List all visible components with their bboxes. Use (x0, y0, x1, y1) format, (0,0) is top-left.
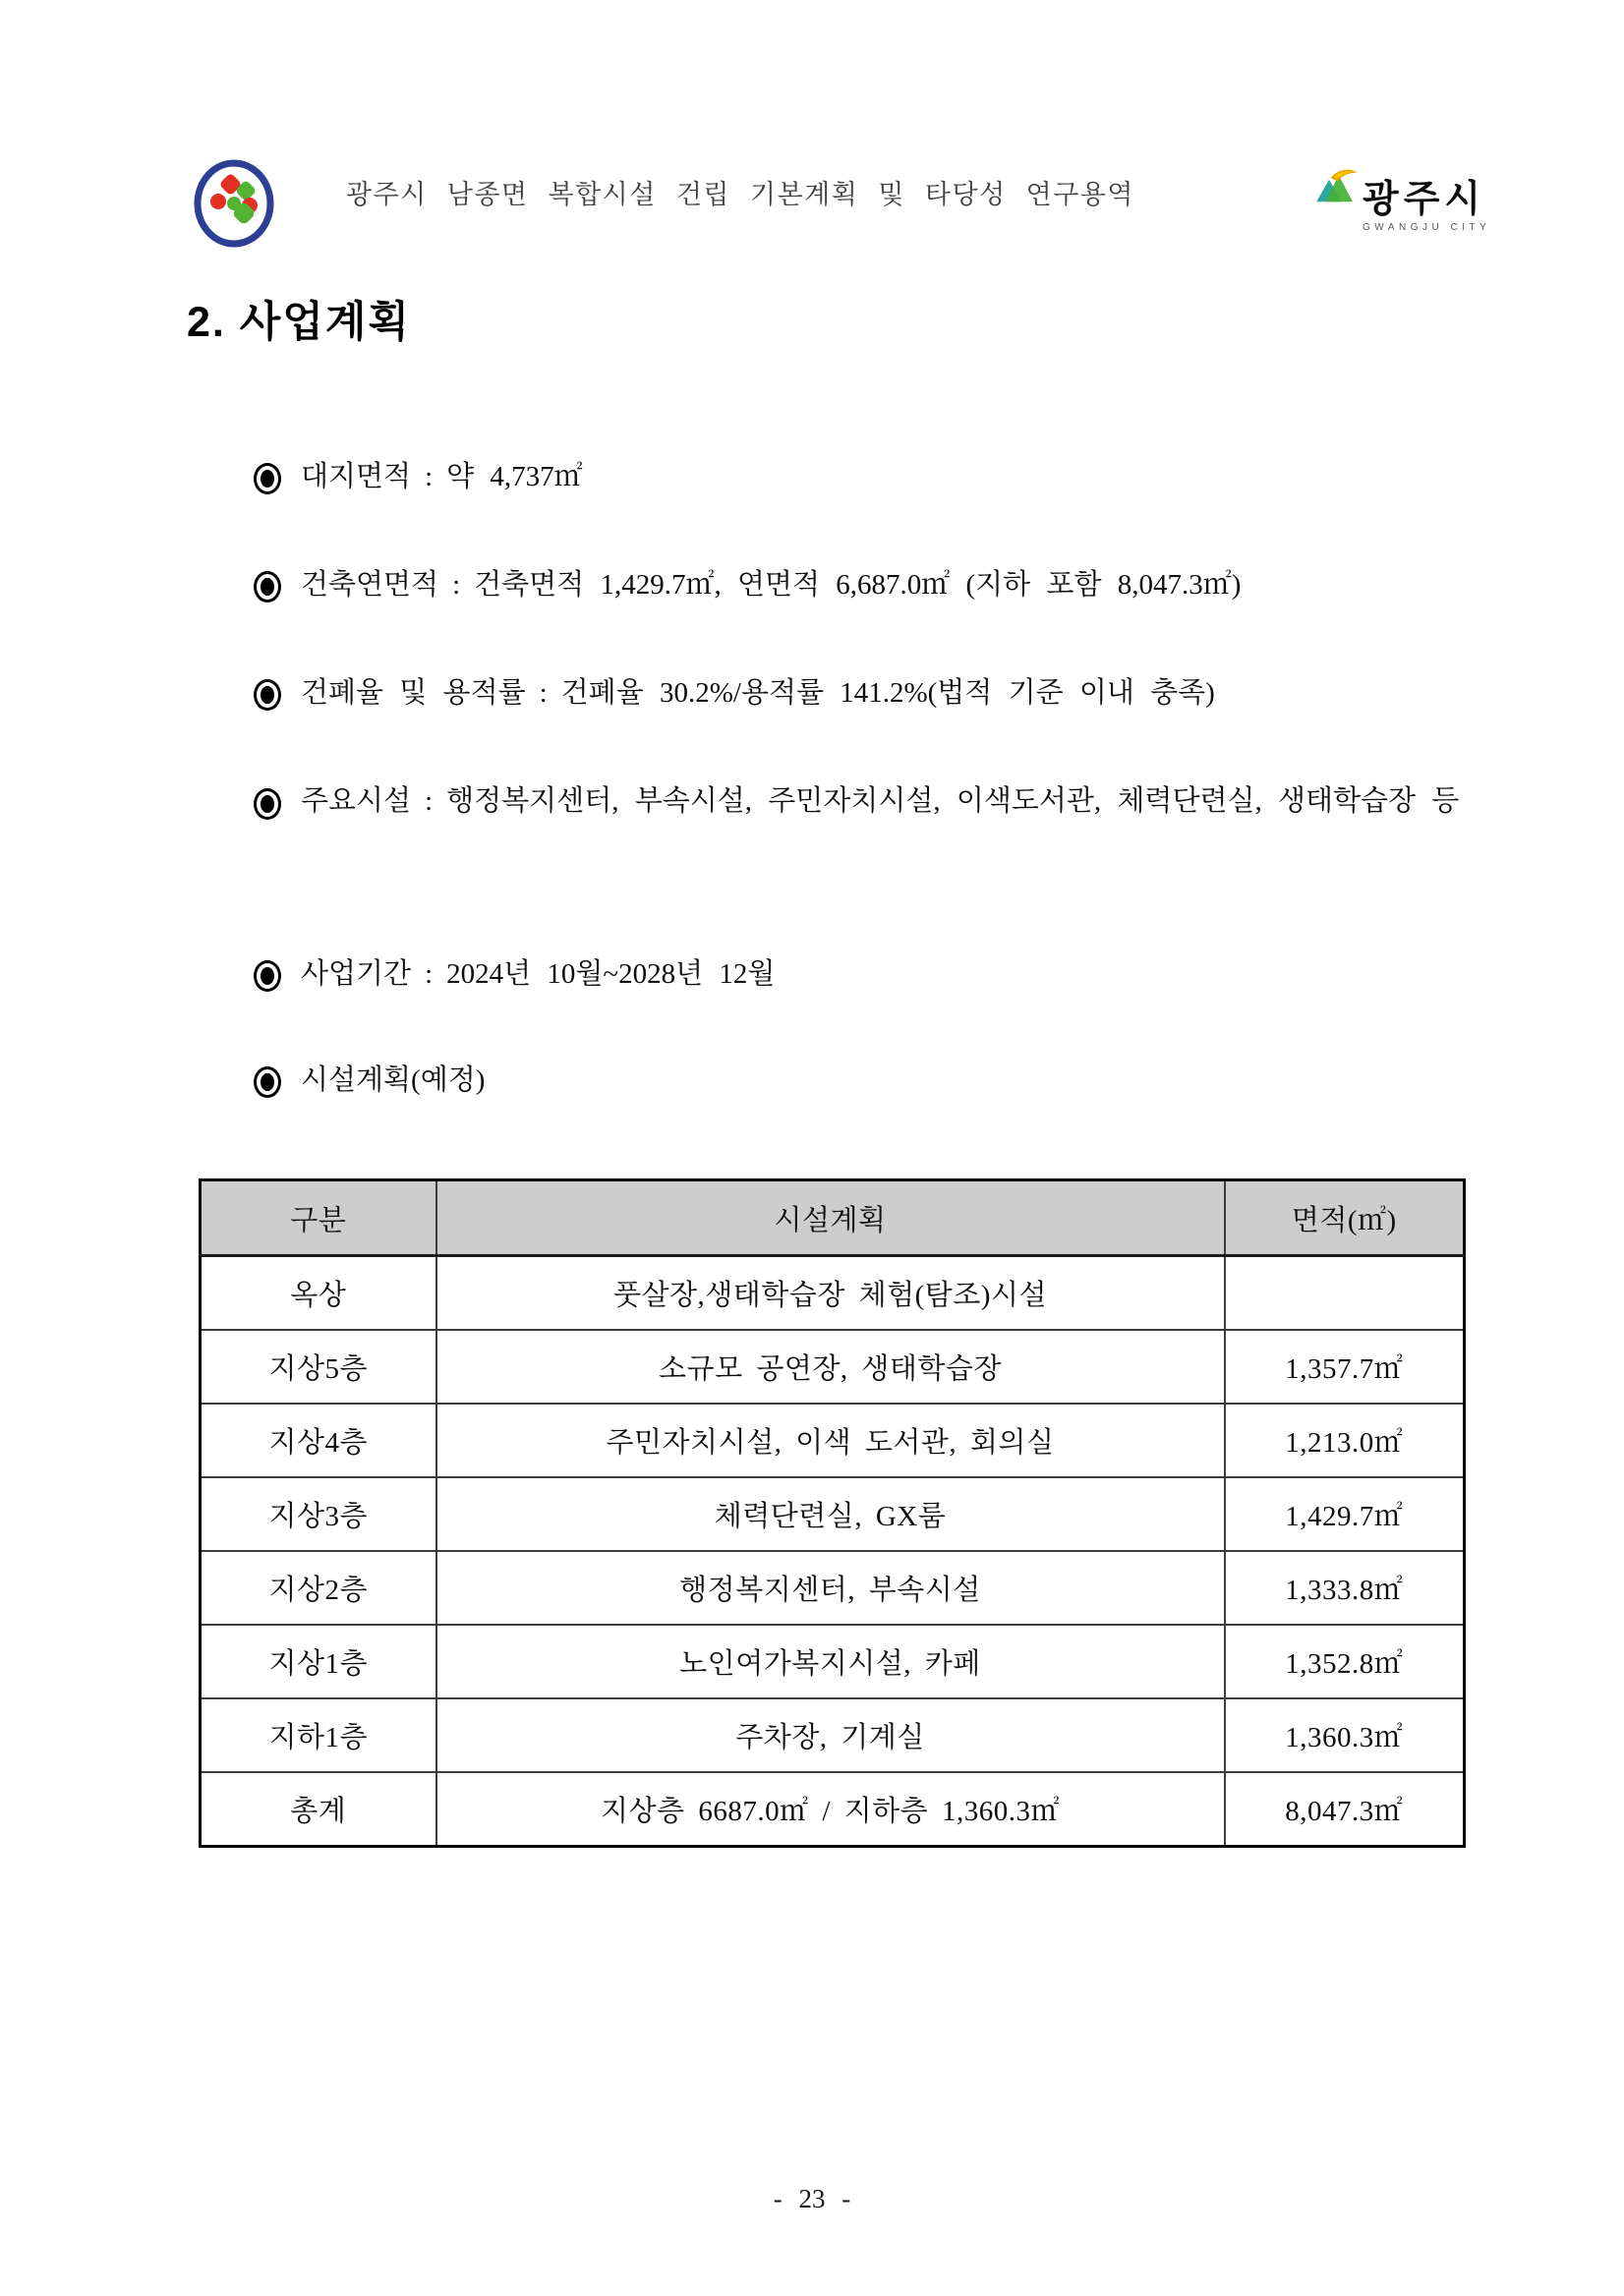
table-cell: 1,357.7㎡ (1225, 1330, 1465, 1404)
city-logo-text (1363, 181, 1490, 233)
table-cell: 지하1층 (201, 1698, 436, 1772)
bullet-icon (254, 571, 281, 603)
table-header-area: 면적(㎡) (1225, 1180, 1465, 1256)
table-header-category: 구분 (201, 1180, 436, 1256)
bullet-value: 행정복지센터, 부속시설, 주민자치시설, 이색도서관, 체력단련실, 생태학습장 등 (446, 785, 1460, 817)
table-row-floor1 (201, 1625, 1465, 1698)
table-row-floor4 (201, 1404, 1465, 1477)
bullet-label: 시설계획(예정) (301, 1064, 486, 1096)
table-cell: 1,352.8㎡ (1225, 1625, 1465, 1698)
table-cell: 소규모 공연장, 생태학습장 (436, 1330, 1225, 1404)
bullet-colon: : (425, 461, 434, 492)
county-emblem-logo-icon (194, 159, 274, 248)
bullet-colon: : (425, 958, 434, 990)
bullet-item-site-area (254, 455, 1498, 498)
bullet-item-project-period (254, 952, 1498, 996)
facility-plan-table (199, 1178, 1466, 1848)
bullet-value: 2024년 10월~2028년 12월 (446, 958, 776, 990)
table-cell: 1,333.8㎡ (1225, 1551, 1465, 1625)
table-cell: 총계 (201, 1772, 436, 1847)
city-logo-name: 광주시 (1363, 179, 1486, 220)
table-row-floor5 (201, 1330, 1465, 1404)
bullet-value: 건축면적 1,429.7㎡, 연면적 6,687.0㎡ (지하 포함 8,047.3㎡) (474, 569, 1242, 601)
table-cell: 노인여가복지시설, 카페 (436, 1625, 1225, 1698)
table-cell: 지상3층 (201, 1477, 436, 1551)
table-cell: 1,360.3㎡ (1225, 1698, 1465, 1772)
bullet-icon (254, 463, 281, 494)
city-logo-subtitle: GWANGJU CITY (1363, 222, 1491, 233)
table-cell: 지상5층 (201, 1330, 436, 1404)
table-cell (1225, 1256, 1465, 1331)
bullet-value: 약 4,737㎡ (446, 461, 583, 492)
table-cell: 풋살장,생태학습장 체험(탐조)시설 (436, 1256, 1225, 1331)
table-cell: 주차장, 기계실 (436, 1698, 1225, 1772)
table-cell: 행정복지센터, 부속시설 (436, 1551, 1225, 1625)
table-cell: 옥상 (201, 1256, 436, 1331)
table-row-total (201, 1772, 1465, 1847)
bullet-icon (254, 1066, 281, 1098)
page-number: - 23 - (773, 2184, 851, 2213)
table-header-row (201, 1180, 1465, 1256)
bullet-label: 대지면적 (301, 461, 412, 492)
bullet-label: 건폐율 및 용적률 (301, 677, 526, 709)
section-heading: 2. 사업계획 (187, 299, 411, 346)
city-logo-mark-icon (1313, 167, 1361, 206)
gwangju-city-logo (1313, 165, 1490, 233)
bullet-label: 주요시설 (301, 785, 412, 817)
table-cell: 지상4층 (201, 1404, 436, 1477)
bullet-label: 사업기간 (301, 958, 412, 990)
bullet-item-main-facilities (254, 765, 1498, 838)
bullet-icon (254, 960, 281, 992)
table-cell: 지상층 6687.0㎡ / 지하층 1,360.3㎡ (436, 1772, 1225, 1847)
table-row-floor3 (201, 1477, 1465, 1551)
table-cell: 주민자치시설, 이색 도서관, 회의실 (436, 1404, 1225, 1477)
bullet-colon: : (539, 677, 548, 709)
bullet-icon (254, 788, 281, 820)
table-row-basement1 (201, 1698, 1465, 1772)
table-row-rooftop (201, 1256, 1465, 1331)
bullet-colon: : (452, 569, 461, 601)
bullet-item-facility-plan (254, 1059, 1498, 1102)
bullet-item-coverage-ratio (254, 671, 1498, 715)
bullet-value: 건폐율 30.2%/용적률 141.2%(법적 기준 이내 충족) (560, 677, 1215, 709)
table-cell: 지상1층 (201, 1625, 436, 1698)
table-cell: 1,213.0㎡ (1225, 1404, 1465, 1477)
bullet-item-building-area (254, 563, 1498, 606)
table-cell: 체력단련실, GX룸 (436, 1477, 1225, 1551)
table-cell: 1,429.7㎡ (1225, 1477, 1465, 1551)
table-cell: 8,047.3㎡ (1225, 1772, 1465, 1847)
table-row-floor2 (201, 1551, 1465, 1625)
bullet-label: 건축연면적 (301, 569, 439, 601)
table-cell: 지상2층 (201, 1551, 436, 1625)
table-header-facility-plan: 시설계획 (436, 1180, 1225, 1256)
bullet-icon (254, 679, 281, 711)
report-title: 광주시 남종면 복합시설 건립 기본계획 및 타당성 연구용역 (346, 180, 1134, 209)
bullet-colon: : (425, 785, 434, 817)
